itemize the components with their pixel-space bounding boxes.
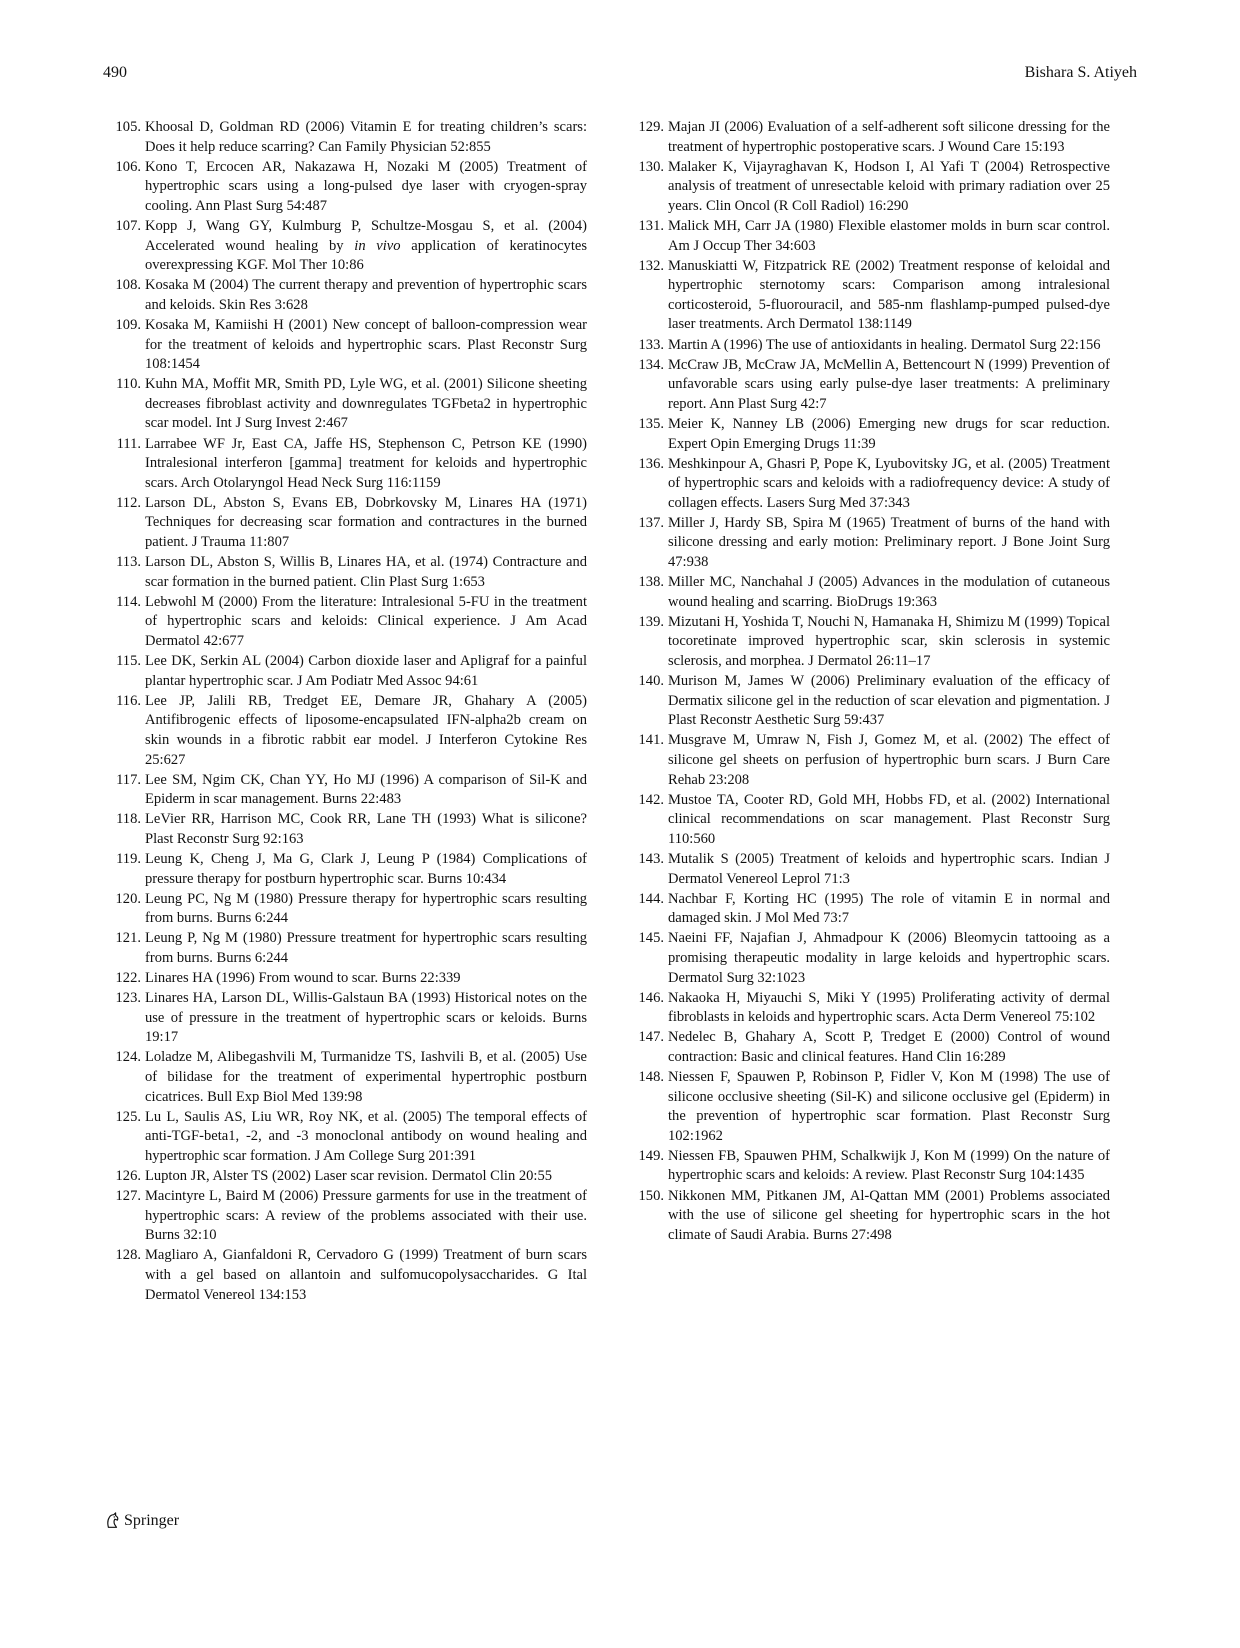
reference-number: 113.: [116, 554, 141, 571]
reference-item: [103, 989, 587, 1048]
reference-item: [626, 573, 1110, 612]
reference-text: LeVier RR, Harrison MC, Cook RR, Lane TH (1993) What is silicone? Plast Reconstr Surg 92:163: [145, 811, 587, 847]
reference-text: Larson DL, Abston S, Willis B, Linares HA, et al. (1974) Contracture and scar formation in the burned patient. Clin Plast Surg 1:653: [145, 554, 587, 590]
reference-text: Nedelec B, Ghahary A, Scott P, Tredget E (2000) Control of wound contraction: Basic and clinical features. Hand Clin 16:289: [668, 1029, 1110, 1065]
reference-item: [103, 969, 587, 989]
reference-item: [626, 356, 1110, 415]
reference-item: [626, 989, 1110, 1028]
reference-text: Lee SM, Ngim CK, Chan YY, Ho MJ (1996) A comparison of Sil-K and Epiderm in scar management. Burns 22:483: [145, 771, 587, 808]
reference-text: Malaker K, Vijayraghavan K, Hodson I, Al Yafi T (2004) Retrospective analysis of treatment of unresectable keloid with primary radiation over 25 years. Clin Oncol (R Coll Radiol) 16:290: [668, 158, 1110, 214]
reference-text: Lu L, Saulis AS, Liu WR, Roy NK, et al. (2005) The temporal effects of anti-TGF-beta1, -2, and -3 monoclonal antibody on wound healing and hypertrophic scar formation. J Am College Surg 201:391: [145, 1108, 587, 1164]
reference-text: Magliaro A, Gianfaldoni R, Cervadoro G (1999) Treatment of burn scars with a gel based on allantoin and sulfomucopolysaccharides. G Ital Dermatol Venereol 134:153: [145, 1247, 587, 1303]
reference-item: [103, 494, 587, 553]
reference-number: 120.: [115, 890, 141, 907]
reference-text: Linares HA (1996) From wound to scar. Burns 22:339: [145, 970, 461, 987]
reference-number: 124.: [115, 1049, 141, 1066]
reference-item: [626, 890, 1110, 929]
reference-item: [103, 652, 587, 691]
reference-number: 150.: [638, 1187, 664, 1204]
reference-text: Lupton JR, Alster TS (2002) Laser scar revision. Dermatol Clin 20:55: [145, 1167, 552, 1184]
reference-item: [626, 118, 1110, 157]
reference-number: 132.: [638, 257, 664, 274]
reference-text: Leung P, Ng M (1980) Pressure treatment for hypertrophic scars resulting from burns. Burns 6:244: [145, 930, 587, 966]
reference-text: Kosaka M, Kamiishi H (2001) New concept of balloon-compression wear for the treatment of keloids and hypertrophic scars. Plast Reconstr Surg 108:1454: [145, 316, 587, 373]
reference-item: [626, 613, 1110, 672]
reference-item: [103, 1167, 587, 1187]
reference-text: Mustoe TA, Cooter RD, Gold MH, Hobbs FD, et al. (2002) International clinical recommendations on scar management. Plast Reconstr Surg 110:560: [668, 791, 1110, 847]
reference-text: Larrabee WF Jr, East CA, Jaffe HS, Stephenson C, Petrson KE (1990) Intralesional interferon [gamma] treatment for keloids and hypertrophic scars. Arch Otolaryngol Head Neck Surg 116:1159: [145, 435, 587, 491]
page-footer: [103, 1512, 179, 1530]
reference-text: Niessen FB, Spauwen PHM, Schalkwijk J, Kon M (1999) On the nature of hypertrophic scars and keloids: A review. Plast Reconstr Surg 104:1435: [668, 1147, 1110, 1184]
reference-item: [103, 810, 587, 849]
reference-number: 111.: [116, 435, 141, 452]
reference-item: [103, 375, 587, 434]
reference-number: 112.: [116, 494, 141, 511]
reference-text: Nakaoka H, Miyauchi S, Miki Y (1995) Proliferating activity of dermal fibroblasts in keloids and hypertrophic scars. Acta Derm Venereol 75:102: [668, 989, 1110, 1026]
reference-number: 143.: [638, 850, 664, 867]
reference-number: 142.: [638, 791, 664, 808]
reference-item: [103, 118, 587, 157]
reference-item: [103, 217, 587, 276]
reference-text: Martin A (1996) The use of antioxidants in healing. Dermatol Surg 22:156: [668, 336, 1101, 353]
reference-number: 148.: [638, 1069, 664, 1085]
reference-item: [626, 791, 1110, 850]
reference-text: Lee DK, Serkin AL (2004) Carbon dioxide laser and Apligraf for a painful plantar hypertrophic scar. J Am Podiatr Med Assoc 94:61: [145, 653, 587, 689]
reference-text: Majan JI (2006) Evaluation of a self-adherent soft silicone dressing for the treatment of hypertrophic postoperative scars. J Wound Care 15:193: [668, 119, 1110, 155]
reference-number: 136.: [638, 455, 664, 472]
page-number: 490: [103, 64, 127, 81]
reference-text: Kono T, Ercocen AR, Nakazawa H, Nozaki M (2005) Treatment of hypertrophic scars using a long-pulsed dye laser with cryogen-spray cooling. Ann Plast Surg 54:487: [145, 158, 587, 214]
reference-text: Malick MH, Carr JA (1980) Flexible elastomer molds in burn scar control. Am J Occup Ther 34:603: [668, 217, 1110, 254]
reference-item: [626, 158, 1110, 217]
reference-item: [103, 929, 587, 968]
reference-text: Larson DL, Abston S, Evans EB, Dobrkovsky M, Linares HA (1971) Techniques for decreasing scar formation and contractures in the burned patient. J Trauma 11:807: [145, 494, 587, 550]
reference-text: Niessen F, Spauwen P, Robinson P, Fidler V, Kon M (1998) The use of silicone occlusive sheeting (Sil-K) and silicone occlusive gel (Epiderm) in the prevention of hypertrophic scar formation. Plast Reconstr Surg 102:1962: [668, 1069, 1110, 1144]
reference-text: Kosaka M (2004) The current therapy and prevention of hypertrophic scars and keloids. Skin Res 3:628: [145, 277, 587, 313]
reference-text: Mizutani H, Yoshida T, Nouchi N, Hamanaka H, Shimizu M (1999) Topical tocoretinate improved hypertrophic scar, skin sclerosis in systemic sclerosis, and morphea. J Dermatol 26:11–17: [668, 613, 1110, 670]
reference-text: Nikkonen MM, Pitkanen JM, Al-Qattan MM (2001) Problems associated with the use of silicone gel sheeting for hypertrophic scars in the hot climate of Saudi Arabia. Burns 27:498: [668, 1187, 1110, 1243]
reference-number: 140.: [638, 673, 664, 690]
reference-number: 129.: [638, 119, 664, 135]
reference-number: 123.: [115, 990, 141, 1007]
reference-text: Macintyre L, Baird M (2006) Pressure garments for use in the treatment of hypertrophic scars: A review of the problems associated with their use. Burns 32:10: [145, 1188, 587, 1244]
reference-number: 141.: [638, 732, 664, 749]
reference-text: Leung PC, Ng M (1980) Pressure therapy for hypertrophic scars resulting from burns. Burns 6:244: [145, 890, 587, 927]
reference-number: 114.: [116, 593, 141, 610]
reference-item: [626, 514, 1110, 573]
reference-text: Loladze M, Alibegashvili M, Turmanidze TS, Iashvili B, et al. (2005) Use of bilidase for the treatment of experimental hypertrophic postburn cicatrices. Bull Exp Biol Med 139:98: [145, 1049, 587, 1105]
reference-text: Mutalik S (2005) Treatment of keloids and hypertrophic scars. Indian J Dermatol Venereol Leprol 71:3: [668, 850, 1110, 887]
reference-item: [103, 553, 587, 592]
reference-item: [103, 1187, 587, 1246]
reference-item: [103, 1108, 587, 1167]
reference-number: 126.: [115, 1167, 141, 1184]
reference-text: Meshkinpour A, Ghasri P, Pope K, Lyubovitsky JG, et al. (2005) Treatment of hypertrophic scars and keloids with a radiofrequency device: A study of collagen effects. Lasers Surg Med 37:343: [668, 455, 1110, 511]
reference-item: [103, 771, 587, 810]
running-head: Bishara S. Atiyeh: [1024, 64, 1137, 81]
reference-number: 130.: [638, 158, 664, 175]
references-left-column: [103, 118, 587, 1306]
reference-text: Manuskiatti W, Fitzpatrick RE (2002) Treatment response of keloidal and hypertrophic sternotomy scars: Comparison among intralesional corticosteroid, 5-fluorouracil, and 585-nm flashlamp-pumped pulsed-dye laser treatments. Arch Dermatol 138:1149: [668, 257, 1110, 333]
reference-number: 106.: [115, 158, 141, 175]
reference-text: Khoosal D, Goldman RD (2006) Vitamin E for treating children’s scars: Does it help reduce scarring? Can Family Physician 52:855: [145, 119, 587, 155]
reference-item: [103, 435, 587, 494]
reference-number: 108.: [115, 277, 141, 294]
reference-text: Leung K, Cheng J, Ma G, Clark J, Leung P (1984) Complications of pressure therapy for postburn hypertrophic scar. Burns 10:434: [145, 850, 587, 887]
reference-number: 122.: [115, 970, 141, 987]
reference-item: [103, 850, 587, 889]
reference-item: [103, 593, 587, 652]
reference-number: 139.: [638, 613, 664, 630]
reference-item: [626, 1147, 1110, 1186]
reference-number: 128.: [115, 1247, 141, 1264]
publisher-name: Springer: [124, 1512, 180, 1529]
reference-text: Miller J, Hardy SB, Spira M (1965) Treatment of burns of the hand with silicone dressing and early motion: Preliminary report. J Bone Joint Surg 47:938: [668, 514, 1110, 571]
reference-text: McCraw JB, McCraw JA, McMellin A, Bettencourt N (1999) Prevention of unfavorable scars using early pulse-dye laser treatments: A preliminary report. Ann Plast Surg 42:7: [668, 356, 1110, 412]
reference-number: 109.: [115, 316, 141, 333]
references-right-column: [626, 118, 1110, 1246]
reference-number: 135.: [638, 415, 664, 432]
reference-number: 110.: [116, 376, 141, 393]
reference-item: [626, 217, 1110, 256]
reference-number: 149.: [638, 1147, 664, 1164]
reference-text: Miller MC, Nanchahal J (2005) Advances in the modulation of cutaneous wound healing and scarring. BioDrugs 19:363: [668, 574, 1110, 610]
reference-text: Nachbar F, Korting HC (1995) The role of vitamin E in normal and damaged skin. J Mol Med 73:7: [668, 890, 1110, 927]
reference-item: [626, 1187, 1110, 1246]
springer-horse-icon: [103, 1512, 121, 1530]
reference-number: 125.: [115, 1108, 141, 1125]
reference-item: [103, 890, 587, 929]
reference-text: Meier K, Nanney LB (2006) Emerging new drugs for scar reduction. Expert Opin Emerging Drugs 11:39: [668, 415, 1110, 452]
reference-number: 127.: [115, 1188, 141, 1205]
reference-number: 134.: [638, 356, 664, 373]
reference-item: [626, 850, 1110, 889]
reference-text: Naeini FF, Najafian J, Ahmadpour K (2006) Bleomycin tattooing as a promising therapeutic modality in large keloids and hypertrophic scars. Dermatol Surg 32:1023: [668, 930, 1110, 986]
reference-text: Lee JP, Jalili RB, Tredget EE, Demare JR, Ghahary A (2005) Antifibrogenic effects of liposome-encapsulated IFN-alpha2b cream on skin wounds in a fibrotic rabbit ear model. J Interferon Cytokine Res 25:627: [145, 692, 587, 768]
reference-item: [626, 672, 1110, 731]
reference-number: 137.: [638, 514, 664, 531]
reference-number: 115.: [116, 653, 141, 670]
reference-item: [626, 731, 1110, 790]
reference-item: [103, 158, 587, 217]
reference-number: 107.: [115, 217, 141, 234]
reference-item: [103, 1246, 587, 1305]
reference-item: [626, 1068, 1110, 1146]
reference-number: 146.: [638, 989, 664, 1006]
reference-number: 145.: [638, 930, 664, 947]
reference-item: [103, 276, 587, 315]
reference-number: 147.: [638, 1029, 664, 1046]
reference-text: Kuhn MA, Moffit MR, Smith PD, Lyle WG, et al. (2001) Silicone sheeting decreases fibroblast activity and downregulates TGFbeta2 in hypertrophic scar model. Int J Surg Invest 2:467: [145, 376, 587, 432]
reference-item: [103, 692, 587, 770]
reference-number: 117.: [116, 771, 141, 788]
reference-number: 118.: [116, 811, 141, 828]
reference-item: [626, 336, 1110, 356]
reference-text: Linares HA, Larson DL, Willis-Galstaun BA (1993) Historical notes on the use of pressure in the treatment of hypertrophic scars or keloids. Burns 19:17: [145, 990, 587, 1046]
page-header: [103, 64, 1137, 88]
reference-text: Murison M, James W (2006) Preliminary evaluation of the efficacy of Dermatix silicone gel in the reduction of scar elevation and pigmentation. J Plast Reconstr Aesthetic Surg 59:437: [668, 673, 1110, 729]
reference-item: [626, 257, 1110, 335]
reference-number: 138.: [638, 574, 664, 591]
reference-number: 144.: [638, 890, 664, 907]
reference-text: Musgrave M, Umraw N, Fish J, Gomez M, et al. (2002) The effect of silicone gel sheets on perfusion of hypertrophic burn scars. J Burn Care Rehab 23:208: [668, 732, 1110, 788]
reference-number: 133.: [638, 336, 664, 353]
reference-item: [626, 929, 1110, 988]
reference-item: [626, 455, 1110, 514]
reference-number: 105.: [115, 119, 141, 135]
reference-item: [103, 1048, 587, 1107]
reference-number: 121.: [115, 930, 141, 947]
reference-text: Lebwohl M (2000) From the literature: Intralesional 5-FU in the treatment of hypertrophic scars and keloids: Clinical experience. J Am Acad Dermatol 42:677: [145, 593, 587, 649]
reference-number: 119.: [116, 850, 141, 867]
reference-item: [626, 415, 1110, 454]
reference-number: 116.: [116, 692, 141, 709]
reference-item: [626, 1028, 1110, 1067]
reference-item: [103, 316, 587, 375]
reference-number: 131.: [638, 217, 664, 234]
reference-text: Kopp J, Wang GY, Kulmburg P, Schultze-Mosgau S, et al. (2004) Accelerated wound healing by in vivo application of keratinocytes overexpressing KGF. Mol Ther 10:86: [145, 217, 587, 274]
